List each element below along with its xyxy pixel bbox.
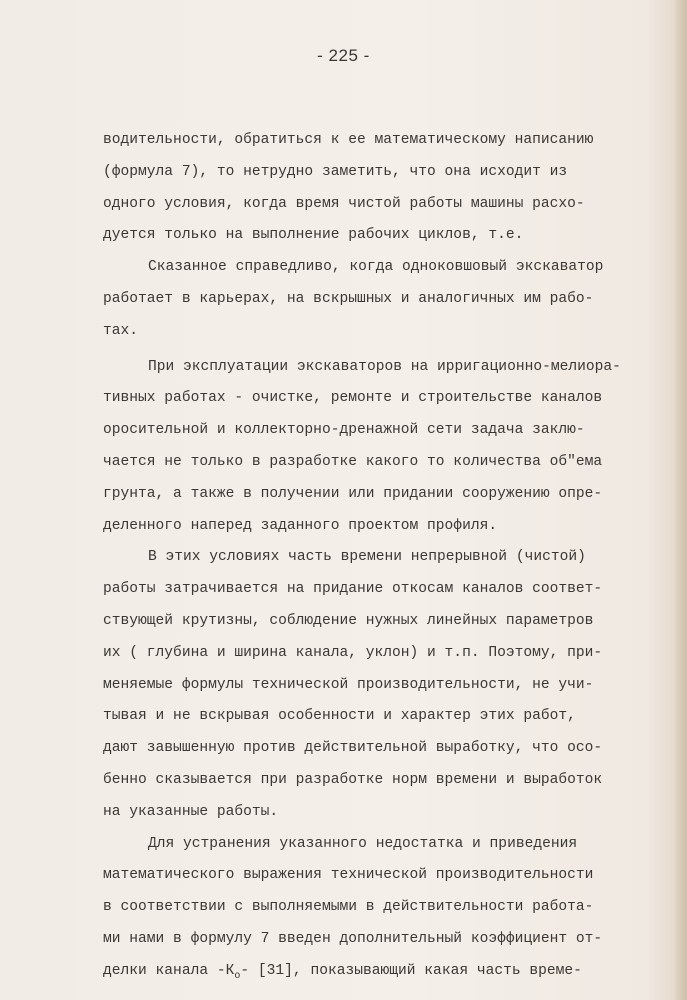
text-line: работает в карьерах, на вскрышных и аналогичных им рабо- [103,290,594,307]
subscript: о [234,970,241,982]
text-line: ми нами в формулу 7 введен дополнительный коэффициент от- [103,930,603,947]
text-line: тивных работах - очистке, ремонте и строительстве каналов [103,390,603,407]
body-text [103,125,643,988]
text-line: бенно сказывается при разработке норм времени и выработок [103,771,603,788]
paragraph [103,125,643,252]
text-line: их ( глубина и ширина канала, уклон) и т.п. Поэтому, при- [103,644,603,661]
text-line: чается не только в разработке какого то количества об"ема [103,453,603,470]
text-line: (формула 7), то нетрудно заметить, что она исходит из [103,163,568,180]
paragraph [103,829,643,988]
text-line: меняемые формулы технической производительности, не учи- [103,676,594,693]
text-line: в соответствии с выполняемыми в действительности работа- [103,899,594,916]
text-line: ствующей крутизны, соблюдение нужных линейных параметров [103,612,594,629]
text-line: оросительной и коллекторно-дренажной сети задача заклю- [103,422,585,439]
text-fragment: делки канала -К [103,962,235,979]
text-line: на указанные работы. [103,803,279,820]
text-fragment: - [31], показывающий какая часть време- [240,962,582,979]
paragraph [103,542,643,828]
text-line: При эксплуатации экскаваторов на ирригационно-мелиора- [148,358,621,375]
text-line: работы затрачивается на придание откосам каналов соответ- [103,581,603,598]
paragraph [103,352,643,543]
page-edge-shadow [673,0,687,1000]
page-number: - 225 - [317,46,370,65]
text-line: грунта, а также в получении или придании сооружению опре- [103,485,603,502]
text-line: Для устранения указанного недостатка и приведения [148,835,578,852]
text-line-with-formula [103,956,643,988]
text-line: водительности, обратиться к ее математическому написанию [103,132,594,148]
text-line: Сказанное справедливо, когда одноковшовый экскаватор [148,259,604,276]
text-line: дают завышенную против действительной выработку, что осо- [103,740,603,757]
text-line: одного условия, когда время чистой работы машины расхо- [103,195,585,212]
text-line: В этих условиях часть времени непрерывной (чистой) [148,549,586,566]
text-line: математического выражения технической производительности [103,867,594,884]
text-line: тах. [103,322,139,339]
text-line: тывая и не вскрывая особенности и характер этих работ, [103,708,576,725]
paragraph [103,252,643,347]
text-line: деленного наперед заданного проектом профиля. [103,517,498,534]
text-line: дуется только на выполнение рабочих циклов, т.е. [103,227,524,244]
